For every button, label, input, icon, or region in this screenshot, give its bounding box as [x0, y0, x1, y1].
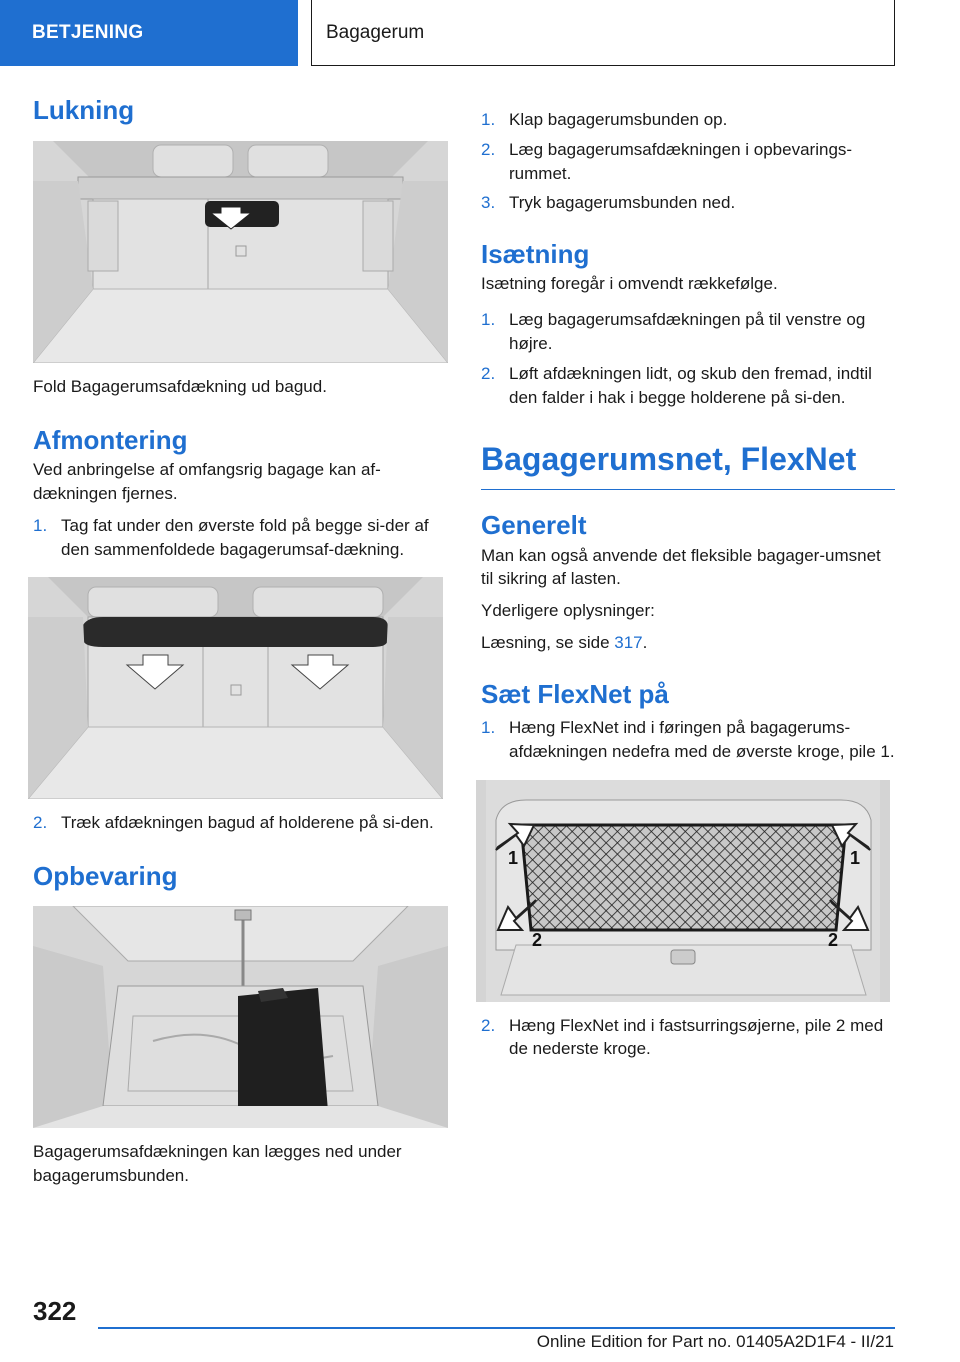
- generelt-text: Man kan også anvende det fleksible bagager-umsnet til sikring af lasten.: [481, 545, 881, 589]
- figure-underfloor-storage: [33, 906, 448, 1128]
- heading-isaetning: Isætning: [481, 239, 590, 270]
- afmontering-steps-b: [33, 811, 448, 835]
- heading-flexnet: Bagagerumsnet, FlexNet: [481, 439, 895, 490]
- caption-opbevaring: Bagagerumsafdækningen kan lægges ned under bagagerumsbunden.: [33, 1142, 402, 1186]
- svg-text:1: 1: [850, 847, 861, 868]
- figure-trunk-cover-closed: [33, 141, 448, 363]
- list-item: 1. Klap bagagerumsbunden op.: [481, 110, 728, 129]
- svg-text:2: 2: [532, 929, 543, 950]
- svg-text:2: 2: [828, 929, 839, 950]
- yderligere-label: Yderligere oplysninger:: [481, 601, 655, 621]
- isaetning-steps: [481, 308, 895, 409]
- heading-opbevaring: Opbevaring: [33, 861, 178, 892]
- opbevaring-steps: [481, 108, 895, 215]
- heading-afmontering: Afmontering: [33, 424, 188, 455]
- afmontering-steps-a: [33, 514, 448, 562]
- right-column: [481, 108, 895, 1061]
- saet-steps-a: [481, 716, 895, 764]
- laesning-ref: Læsning, se side 317.: [481, 632, 648, 652]
- heading-saet-flexnet: Sæt FlexNet på: [481, 678, 669, 709]
- caption-fold: Fold Bagagerumsafdækning ud bagud.: [33, 377, 327, 397]
- figure-trunk-cover-folded: [28, 577, 443, 799]
- list-item: 2. Løft afdækningen lidt, og skub den fremad, indtil den falder i hak i begge holderene på si-den.: [481, 363, 872, 407]
- heading-lukning: Lukning: [33, 95, 135, 125]
- left-column: [33, 95, 448, 1188]
- list-item: 3. Tryk bagagerumsbunden ned.: [481, 193, 736, 213]
- list-item: 1. Læg bagagerumsafdækningen på til venstre og højre.: [481, 310, 866, 353]
- svg-text:1: 1: [508, 847, 519, 868]
- list-item: 1. Tag fat under den øverste fold på begge si-der af den sammenfoldede bagagerumsaf-dækning.: [33, 515, 429, 559]
- page-number: 322: [33, 1296, 77, 1326]
- list-item: 2. Træk afdækningen bagud af holderene på si-den.: [33, 813, 434, 833]
- section-tab: BETJENING: [0, 0, 298, 66]
- footer-edition: Online Edition for Part no. 01405A2D1F4 - II/21: [536, 1332, 894, 1351]
- heading-generelt: Generelt: [481, 510, 587, 541]
- footer-divider: [98, 1327, 895, 1329]
- saet-steps-b: [481, 1014, 895, 1062]
- afmontering-intro: Ved anbringelse af omfangsrig bagage kan af-dækningen fjernes.: [33, 460, 381, 503]
- list-item: 1. Hæng FlexNet ind i føringen på bagagerums-afdækningen nedefra med de øverste kroge, pile 1.: [481, 717, 895, 761]
- list-item: 2. Læg bagagerumsafdækningen i opbevarings-rummet.: [481, 139, 853, 183]
- isaetning-intro: Isætning foregår i omvendt rækkefølge.: [481, 274, 778, 294]
- page-link-317[interactable]: 317: [614, 632, 643, 652]
- figure-flexnet: [476, 780, 890, 1002]
- list-item: 2. Hæng FlexNet ind i fastsurringsøjerne, pile 2 med de nederste kroge.: [481, 1015, 884, 1059]
- page-header-title: Bagagerum: [311, 0, 895, 66]
